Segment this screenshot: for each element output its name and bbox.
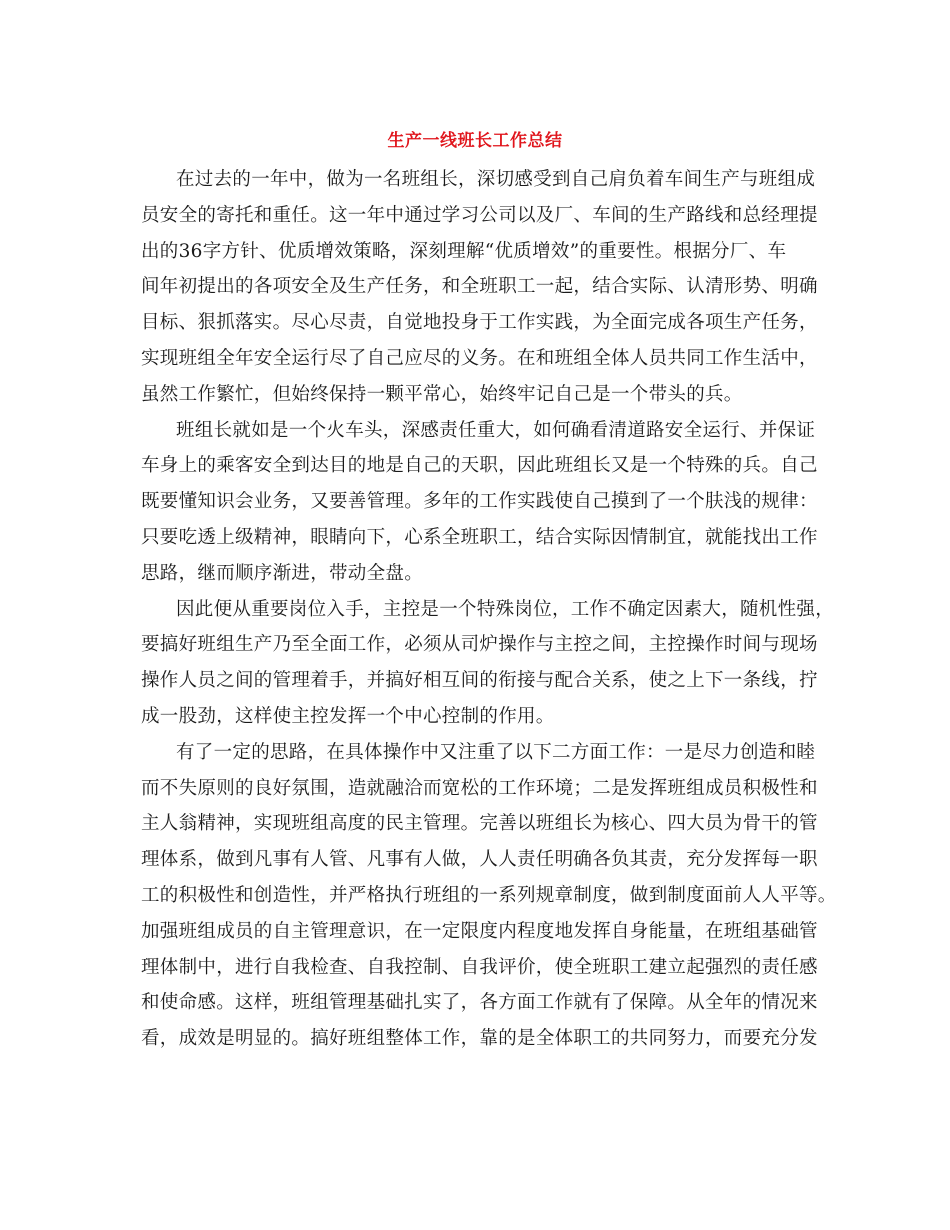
text-line: 目标、狠抓落实。尽心尽责，自觉地投身于工作实践，为全面完成各项生产任务， bbox=[141, 312, 818, 334]
paragraph bbox=[141, 413, 831, 592]
text-line: 虽然工作繁忙，但始终保持一颗平常心，始终牢记自己是一个带头的兵。 bbox=[141, 383, 743, 405]
text-line: 要搞好班组生产乃至全面工作，必须从司炉操作与主控之间，主控操作时间与现场 bbox=[141, 634, 818, 656]
document-body bbox=[141, 162, 837, 1057]
text-line: 成一股劲，这样使主控发挥一个中心控制的作用。 bbox=[141, 705, 555, 727]
text-line: 有了一定的思路，在具体操作中又注重了以下二方面工作：一是尽力创造和睦 bbox=[176, 741, 816, 763]
text-line: 看，成效是明显的。搞好班组整体工作，靠的是全体职工的共同努力，而要充分发 bbox=[141, 1028, 818, 1050]
text-line: 操作人员之间的管理着手，并搞好相互间的衔接与配合关系，使之上下一条线，拧 bbox=[141, 670, 818, 692]
text-line: 间年初提出的各项安全及生产任务，和全班职工一起，结合实际、认清形势、明确 bbox=[141, 276, 818, 298]
text-line: 在过去的一年中，做为一名班组长，深切感受到自己肩负着车间生产与班组成 bbox=[176, 169, 816, 190]
text-line: 车身上的乘客安全到达目的地是自己的天职，因此班组长又是一个特殊的兵。自己 bbox=[141, 455, 818, 477]
text-line: 主人翁精神，实现班组高度的民主管理。完善以班组长为核心、四大员为骨干的管 bbox=[141, 813, 818, 835]
paragraph bbox=[141, 592, 835, 735]
text-line: 理体制中，进行自我检查、自我控制、自我评价，使全班职工建立起强烈的责任感 bbox=[141, 956, 818, 978]
text-line: 出的36字方针、优质增效策略，深刻理解“优质增效”的重要性。根据分厂、车 bbox=[141, 240, 787, 262]
text-line: 因此便从重要岗位入手，主控是一个特殊岗位，工作不确定因素大，随机性强， bbox=[176, 598, 835, 620]
text-line: 员安全的寄托和重任。这一年中通过学习公司以及厂、车间的生产路线和总经理提 bbox=[141, 204, 818, 226]
text-line: 加强班组成员的自主管理意识，在一定限度内程度地发挥自身能量，在班组基础管 bbox=[141, 920, 818, 942]
document-title: 生产一线班长工作总结 bbox=[387, 131, 563, 151]
text-line: 实现班组全年安全运行尽了自己应尽的义务。在和班组全体人员共同工作生活中， bbox=[141, 347, 818, 369]
text-line: 班组长就如是一个火车头，深感责任重大，如何确看清道路安全运行、并保证 bbox=[176, 419, 816, 441]
text-line: 而不失原则的良好氛围，造就融洽而宽松的工作环境；二是发挥班组成员积极性和 bbox=[141, 777, 818, 799]
text-line: 思路，继而顺序渐进，带动全盘。 bbox=[141, 562, 424, 584]
paragraph bbox=[141, 735, 837, 1057]
text-line: 既要懂知识会业务，又要善管理。多年的工作实践使自己摸到了一个肤浅的规律： bbox=[141, 491, 818, 513]
text-line: 只要吃透上级精神，眼睛向下，心系全班职工，结合实际因情制宜，就能找出工作 bbox=[141, 526, 818, 548]
text-line: 和使命感。这样，班组管理基础扎实了，各方面工作就有了保障。从全年的情况来 bbox=[141, 992, 818, 1014]
text-line: 理体系，做到凡事有人管、凡事有人做，人人责任明确各负其责，充分发挥每一职 bbox=[141, 849, 818, 871]
text-line: 工的积极性和创造性，并严格执行班组的一系列规章制度，做到制度面前人人平等。 bbox=[141, 884, 837, 906]
paragraph bbox=[141, 162, 831, 413]
